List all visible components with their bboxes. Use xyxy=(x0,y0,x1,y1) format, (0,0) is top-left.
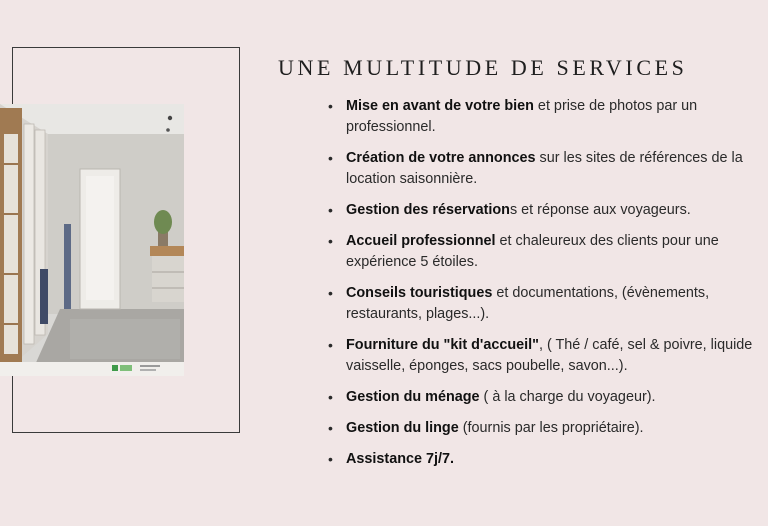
list-item xyxy=(328,283,753,325)
bullet-icon: • xyxy=(328,285,333,301)
list-item xyxy=(328,335,753,377)
bathroom-dressing-illustration xyxy=(0,104,184,376)
list-item xyxy=(328,449,753,470)
list-item xyxy=(328,148,753,190)
list-item xyxy=(328,96,753,138)
service-detail: (fournis par les propriétaire). xyxy=(458,420,644,436)
bullet-icon: • xyxy=(328,202,333,218)
bullet-icon: • xyxy=(328,420,333,436)
list-item xyxy=(328,231,753,273)
service-detail: et documentations, (évènements, restaurants, plages...). xyxy=(346,285,710,322)
bullet-icon: • xyxy=(328,98,333,114)
service-name: Fourniture du "kit d'accueil" xyxy=(346,337,539,353)
service-detail: ( à la charge du voyageur). xyxy=(479,389,656,405)
service-name: Accueil professionnel xyxy=(346,233,496,249)
page-title: UNE MULTITUDE DE SERVICES xyxy=(278,55,688,80)
service-detail: et chaleureux des clients pour une expérience 5 étoiles. xyxy=(346,233,719,270)
service-name: Assistance 7j/7. xyxy=(346,451,454,467)
service-detail: , ( Thé / café, sel & poivre, liquide vaisselle, éponges, sacs poubelle, savon...). xyxy=(346,337,753,374)
bullet-icon: • xyxy=(328,389,333,405)
list-item xyxy=(328,418,753,439)
service-name: Mise en avant de votre bien xyxy=(346,98,534,114)
list-item xyxy=(328,200,753,221)
service-name: Gestion du linge xyxy=(346,420,459,436)
bullet-icon: • xyxy=(328,451,333,467)
service-name: Création de votre annonces xyxy=(346,150,536,166)
service-detail: sur les sites de références de la location saisonnière. xyxy=(346,150,743,187)
bullet-icon: • xyxy=(328,337,333,353)
service-name: Gestion des réservation xyxy=(346,202,510,218)
service-detail: et prise de photos par un professionnel. xyxy=(346,98,698,135)
services-list xyxy=(328,96,753,480)
service-name: Conseils touristiques xyxy=(346,285,493,301)
service-name: Gestion du ménage xyxy=(346,389,480,405)
list-item xyxy=(328,387,753,408)
bullet-icon: • xyxy=(328,150,333,166)
bullet-icon: • xyxy=(328,233,333,249)
interior-photo xyxy=(0,104,184,376)
service-detail: s et réponse aux voyageurs. xyxy=(509,202,691,218)
